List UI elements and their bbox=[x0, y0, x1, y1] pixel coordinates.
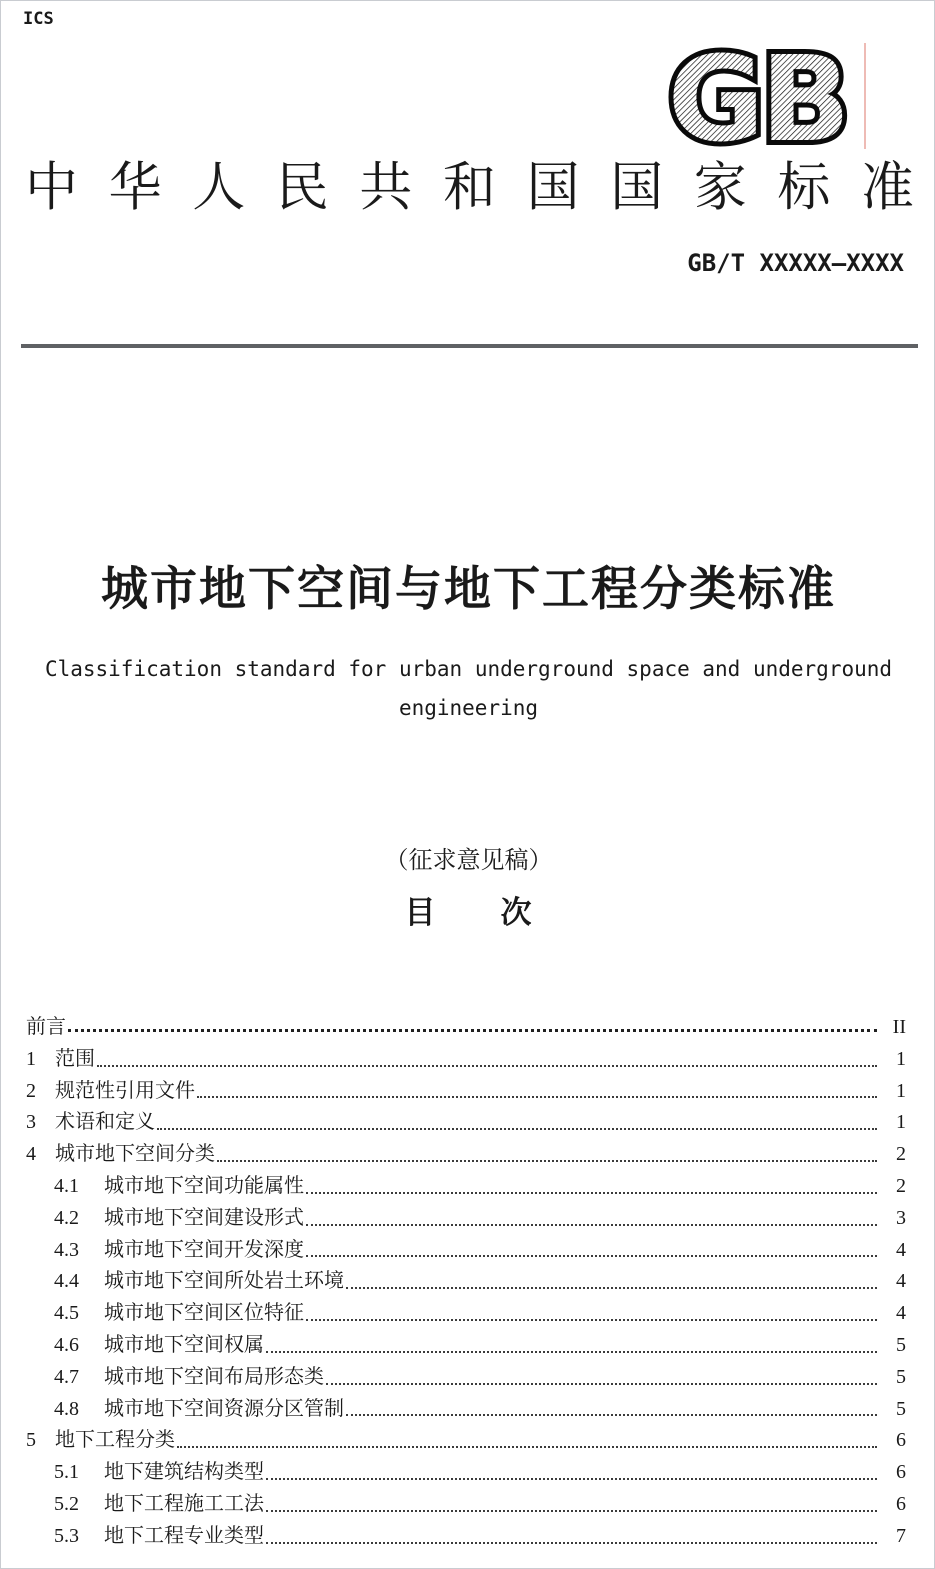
toc-entry-title: 地下工程施工工法 bbox=[104, 1492, 264, 1515]
toc-entry bbox=[26, 1235, 906, 1267]
toc-entry-title: 规范性引用文件 bbox=[55, 1079, 195, 1102]
toc-entry-title: 城市地下空间开发深度 bbox=[104, 1238, 304, 1261]
toc-entry-title: 范围 bbox=[55, 1047, 95, 1070]
toc-entry-number: 5 bbox=[26, 1429, 36, 1452]
toc-entry-number: 3 bbox=[26, 1111, 36, 1134]
toc-entry-number: 4.2 bbox=[54, 1206, 79, 1229]
toc-entry bbox=[26, 1362, 906, 1394]
toc-entry-page: 5 bbox=[896, 1365, 906, 1388]
toc-entry-page: 2 bbox=[896, 1174, 906, 1197]
toc-entry-number: 4.6 bbox=[54, 1333, 79, 1356]
toc-leader-dots bbox=[326, 1383, 877, 1385]
toc-entry-title: 城市地下空间区位特征 bbox=[104, 1302, 304, 1325]
toc-entry-title: 前言 bbox=[26, 1016, 66, 1038]
toc-entry-number: 4.4 bbox=[54, 1270, 79, 1293]
toc-leader-dots bbox=[157, 1128, 877, 1130]
toc-entry-title: 城市地下空间分类 bbox=[55, 1143, 215, 1166]
toc-entry bbox=[26, 1330, 906, 1362]
toc-entry-number: 5.2 bbox=[54, 1492, 79, 1515]
toc-entry-page: 2 bbox=[896, 1143, 906, 1166]
toc-leader-dots bbox=[306, 1319, 877, 1321]
toc-entry-number: 5.1 bbox=[54, 1461, 79, 1484]
gb-logo bbox=[651, 37, 863, 151]
toc-entry-page: 4 bbox=[896, 1302, 906, 1325]
toc-leader-dots bbox=[346, 1414, 877, 1416]
toc-entry bbox=[26, 1489, 906, 1521]
toc-entry-title: 地下工程分类 bbox=[55, 1429, 175, 1452]
toc-entry bbox=[26, 1298, 906, 1330]
toc-entry bbox=[26, 1521, 906, 1553]
scan-artifact-line bbox=[864, 43, 866, 149]
toc-entry-title: 城市地下空间功能属性 bbox=[104, 1174, 304, 1197]
toc-entry bbox=[26, 1203, 906, 1235]
toc-entry-page: 6 bbox=[896, 1461, 906, 1484]
toc-entry-page: 5 bbox=[896, 1333, 906, 1356]
toc-entry-page: 4 bbox=[896, 1270, 906, 1293]
toc-leader-dots bbox=[306, 1192, 877, 1194]
toc-entry-number: 2 bbox=[26, 1079, 36, 1102]
document-title-en-line1: Classification standard for urban underground space and underground bbox=[44, 657, 893, 681]
toc-leader-dots bbox=[346, 1287, 877, 1289]
toc-entry-page: 1 bbox=[896, 1079, 906, 1102]
toc-entry bbox=[26, 1139, 906, 1171]
toc-entry-title: 城市地下空间所处岩土环境 bbox=[104, 1270, 344, 1293]
draft-note: （征求意见稿） bbox=[384, 848, 553, 874]
toc-entry-title: 地下工程专业类型 bbox=[104, 1524, 264, 1547]
toc-entry-title: 城市地下空间建设形式 bbox=[104, 1206, 304, 1229]
toc-entry-page: 7 bbox=[896, 1524, 906, 1547]
toc-leader-dots bbox=[306, 1255, 877, 1257]
gb-logo-text: GB bbox=[667, 37, 847, 151]
toc-entry-number: 4.8 bbox=[54, 1397, 79, 1420]
toc-entry-number: 1 bbox=[26, 1047, 36, 1070]
toc-leader-dots bbox=[306, 1224, 877, 1226]
toc-leader-dots bbox=[266, 1351, 877, 1353]
toc-leader-dots bbox=[177, 1446, 877, 1448]
toc-list bbox=[26, 1012, 906, 1553]
toc-entry-number: 4 bbox=[26, 1143, 36, 1166]
toc-entry bbox=[26, 1044, 906, 1076]
toc-entry-page: 3 bbox=[896, 1206, 906, 1229]
toc-leader-dots bbox=[266, 1542, 877, 1544]
toc-entry-page: 4 bbox=[896, 1238, 906, 1261]
toc-entry-title: 术语和定义 bbox=[55, 1111, 155, 1134]
toc-entry-title: 城市地下空间布局形态类 bbox=[104, 1365, 324, 1388]
toc-entry-number: 5.3 bbox=[54, 1524, 79, 1547]
document-title-en-line2: engineering bbox=[398, 696, 539, 720]
toc-entry bbox=[26, 1012, 906, 1044]
document-title-en bbox=[1, 650, 935, 728]
document-title-zh: 城市地下空间与地下工程分类标准 bbox=[101, 562, 836, 615]
toc-leader-dots bbox=[266, 1478, 877, 1480]
toc-entry-page: 5 bbox=[896, 1397, 906, 1420]
toc-entry bbox=[26, 1171, 906, 1203]
toc-entry-number: 4.5 bbox=[54, 1302, 79, 1325]
toc-leader-dots bbox=[266, 1510, 877, 1512]
toc-entry-page: II bbox=[892, 1016, 906, 1038]
toc-entry-page: 6 bbox=[896, 1492, 906, 1515]
standard-code: GB/T XXXXX—XXXX bbox=[687, 249, 904, 277]
toc-entry-page: 1 bbox=[896, 1047, 906, 1070]
toc-entry-title: 城市地下空间资源分区管制 bbox=[104, 1397, 344, 1420]
toc-entry-title: 地下建筑结构类型 bbox=[104, 1461, 264, 1484]
toc-entry bbox=[26, 1394, 906, 1426]
toc-leader-dots bbox=[217, 1160, 877, 1162]
toc-leader-dots bbox=[97, 1065, 877, 1067]
header-divider bbox=[21, 344, 918, 348]
toc-leader-dots bbox=[197, 1096, 877, 1098]
toc-entry bbox=[26, 1425, 906, 1457]
ics-label: ICS bbox=[23, 9, 54, 29]
toc-entry bbox=[26, 1107, 906, 1139]
toc-leader-dots bbox=[68, 1029, 877, 1032]
toc-entry bbox=[26, 1076, 906, 1108]
toc-entry bbox=[26, 1266, 906, 1298]
toc-entry-title: 城市地下空间权属 bbox=[104, 1333, 264, 1356]
toc-entry-page: 1 bbox=[896, 1111, 906, 1134]
toc-entry-number: 4.1 bbox=[54, 1174, 79, 1197]
national-standard-header: 中华人民共和国国家标准 bbox=[25, 159, 914, 217]
toc-heading: 目 次 bbox=[404, 895, 533, 930]
toc-entry-number: 4.3 bbox=[54, 1238, 79, 1261]
toc-entry-page: 6 bbox=[896, 1429, 906, 1452]
toc-entry bbox=[26, 1457, 906, 1489]
toc-entry-number: 4.7 bbox=[54, 1365, 79, 1388]
